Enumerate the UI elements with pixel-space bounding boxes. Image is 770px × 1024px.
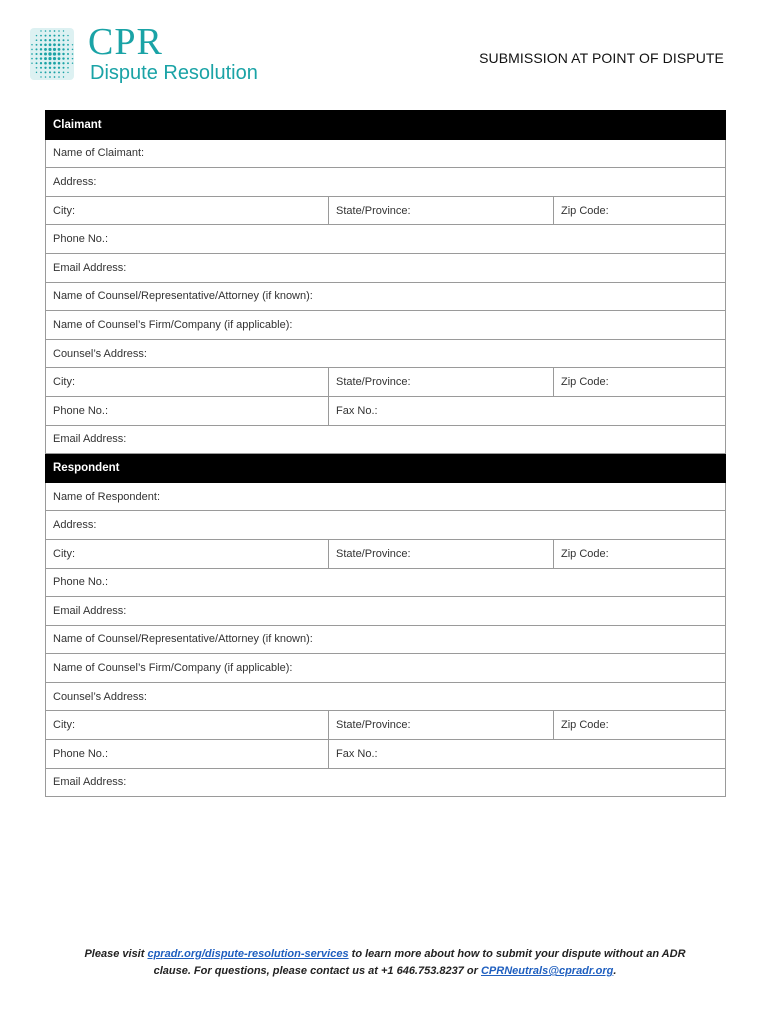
cpr-logo [24,22,264,86]
respondent-counsel-fax-field[interactable]: Fax No.: [329,740,726,769]
respondent-phone-field[interactable]: Phone No.: [46,568,726,597]
respondent-state-field[interactable]: State/Province: [329,539,554,568]
claimant-counsel-name-field[interactable]: Name of Counsel/Representative/Attorney (if known): [46,282,726,311]
claimant-counsel-address-field[interactable]: Counsel’s Address: [46,339,726,368]
claimant-state-field[interactable]: State/Province: [329,196,554,225]
footer-line1-tail: to learn more about how to submit your dispute without an ADR [348,948,686,960]
claimant-zip-field[interactable]: Zip Code: [554,196,726,225]
submission-form [45,110,726,797]
footer-line2-tail: . [613,965,617,977]
claimant-email-field[interactable]: Email Address: [46,253,726,282]
footer-line2-text: clause. For questions, please contact us at +1 646.753.8237 or [153,965,481,977]
section-header-claimant: Claimant [46,111,726,140]
respondent-counsel-address-field[interactable]: Counsel’s Address: [46,682,726,711]
claimant-counsel-zip-field[interactable]: Zip Code: [554,368,726,397]
claimant-counsel-email-field[interactable]: Email Address: [46,425,726,454]
claimant-phone-field[interactable]: Phone No.: [46,225,726,254]
email-link[interactable]: CPRNeutrals@cpradr.org [480,965,614,977]
claimant-counsel-city-field[interactable]: City: [46,368,329,397]
claimant-counsel-firm-field[interactable]: Name of Counsel’s Firm/Company (if applicable): [46,311,726,340]
respondent-counsel-city-field[interactable]: City: [46,711,329,740]
claimant-address-field[interactable]: Address: [46,168,726,197]
footer-note [0,946,770,980]
respondent-counsel-zip-field[interactable]: Zip Code: [554,711,726,740]
respondent-zip-field[interactable]: Zip Code: [554,539,726,568]
logo-subtitle: Dispute Resolution [90,62,258,84]
claimant-counsel-state-field[interactable]: State/Province: [329,368,554,397]
respondent-city-field[interactable]: City: [46,539,329,568]
respondent-counsel-phone-field[interactable]: Phone No.: [46,740,329,769]
cpr-dot-grid-icon [24,24,80,84]
page-title: SUBMISSION AT POINT OF DISPUTE [479,50,724,66]
claimant-counsel-fax-field[interactable]: Fax No.: [329,396,726,425]
respondent-counsel-firm-field[interactable]: Name of Counsel’s Firm/Company (if applicable): [46,654,726,683]
footer-line1-text: Please visit [84,948,148,960]
claimant-counsel-phone-field[interactable]: Phone No.: [46,396,329,425]
claimant-city-field[interactable]: City: [46,196,329,225]
respondent-counsel-name-field[interactable]: Name of Counsel/Representative/Attorney (if known): [46,625,726,654]
section-header-respondent: Respondent [46,454,726,483]
claimant-name-field[interactable]: Name of Claimant: [46,139,726,168]
respondent-counsel-email-field[interactable]: Email Address: [46,768,726,797]
respondent-email-field[interactable]: Email Address: [46,597,726,626]
services-link[interactable]: cpradr.org/dispute-resolution-services [147,948,349,960]
respondent-address-field[interactable]: Address: [46,511,726,540]
respondent-name-field[interactable]: Name of Respondent: [46,482,726,511]
respondent-counsel-state-field[interactable]: State/Province: [329,711,554,740]
logo-brand: CPR [88,21,163,63]
